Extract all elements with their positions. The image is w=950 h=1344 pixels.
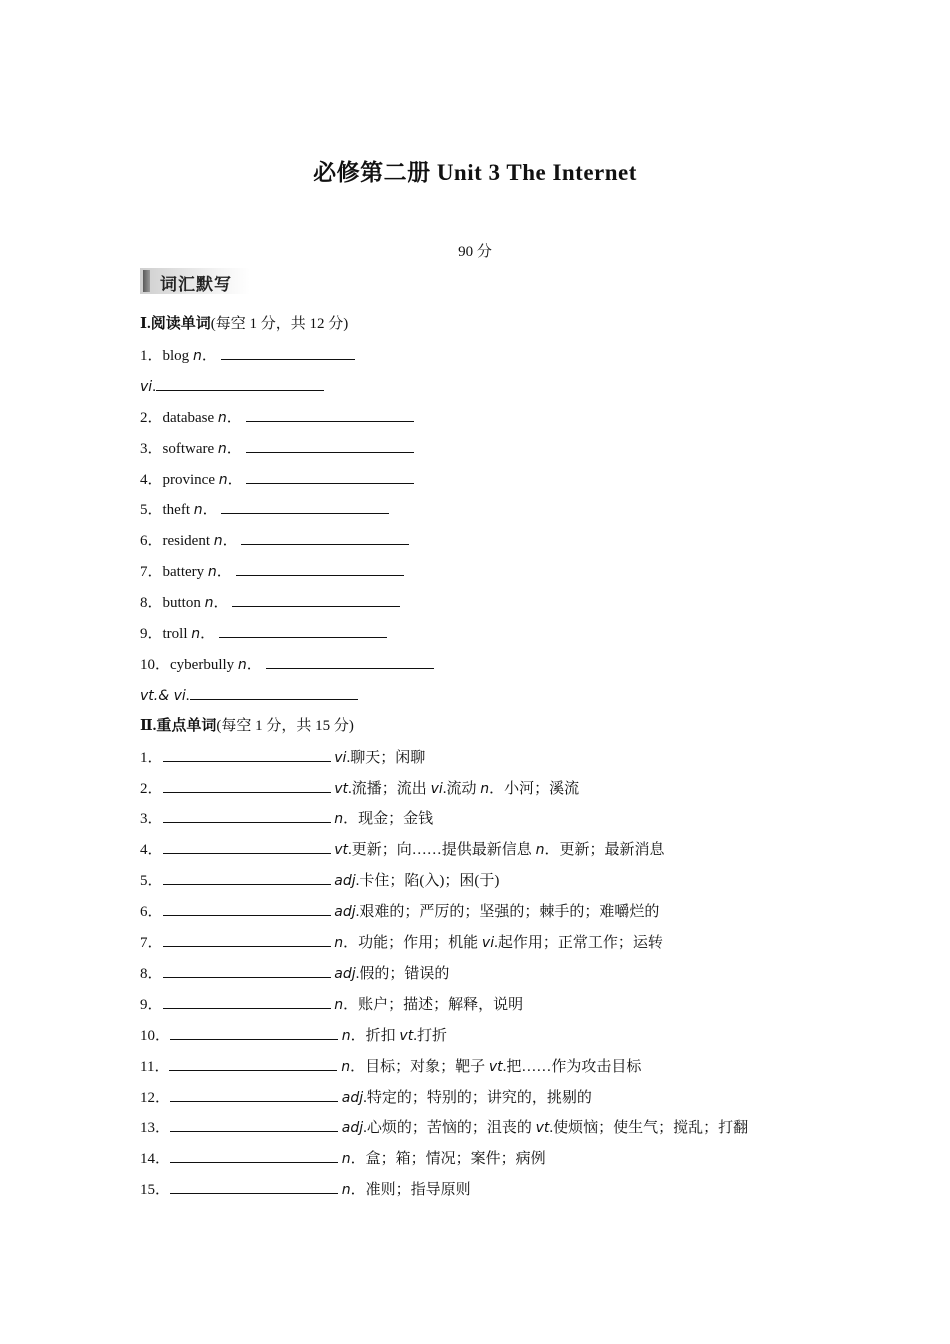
meaning-text: .艰难的；严厉的；坚强的；棘手的；难嚼烂的 [355, 904, 660, 921]
part2-heading [140, 716, 354, 736]
item-word: database [162, 409, 218, 426]
answer-blank[interactable] [170, 1117, 338, 1132]
answer-blank[interactable] [246, 407, 414, 422]
meaning-text: .心烦的；苦恼的；沮丧的 [363, 1120, 536, 1137]
item-number: 5． [140, 873, 163, 890]
pos-separator: ． [226, 440, 246, 457]
key-word-row [140, 778, 579, 799]
part-of-speech: n [334, 811, 344, 828]
answer-blank[interactable] [163, 932, 331, 947]
part-of-speech: vt [334, 842, 349, 859]
pos-separator: ． [213, 595, 233, 612]
pos-separator: ． [216, 564, 236, 581]
part-of-speech: n [334, 996, 344, 1013]
answer-blank[interactable] [163, 901, 331, 916]
item-number: 6． [140, 904, 163, 921]
answer-blank[interactable] [232, 592, 400, 607]
pos-separator: ． [200, 626, 219, 642]
key-word-row [140, 808, 433, 829]
answer-blank[interactable] [170, 1087, 338, 1102]
item-number: 8． [140, 965, 163, 982]
part-of-speech: vi [140, 378, 153, 395]
meaning-text: ．现金；金钱 [343, 811, 434, 828]
part-of-speech: vt [399, 1027, 414, 1044]
section-tag [140, 268, 250, 294]
part-of-speech: vt [535, 1120, 550, 1137]
item-number: 11． [140, 1058, 170, 1075]
key-word-row [140, 1117, 748, 1138]
part-of-speech: n [341, 1058, 351, 1075]
answer-blank[interactable] [241, 530, 409, 545]
reading-word-row [140, 561, 404, 582]
reading-word-row [140, 499, 389, 520]
total-score: 90 分 [458, 244, 492, 260]
part1-score-note: (每空 1 分，共 12 分) [210, 316, 349, 332]
page-title: 必修第二册 Unit 3 The Internet [313, 160, 637, 185]
meaning-text: .流动 [442, 780, 481, 797]
item-number: 3． [140, 440, 163, 457]
item-number: 13． [140, 1120, 171, 1137]
key-word-row [140, 1087, 592, 1108]
meaning-text: ．更新；最新消息 [544, 842, 665, 859]
part-of-speech: n [213, 533, 223, 550]
part-of-speech: vt [488, 1058, 503, 1075]
key-word-row [140, 932, 663, 953]
item-word: theft [162, 502, 194, 519]
meaning-text: .打折 [413, 1027, 447, 1044]
meaning-text: .特定的；特别的；讲究的，挑剔的 [363, 1089, 592, 1106]
key-word-row [140, 839, 664, 860]
part2-title: Ⅱ.重点单词 [140, 717, 217, 734]
meaning-text: .起作用；正常工作；运转 [494, 935, 663, 951]
pos-separator: . [152, 378, 156, 395]
part-of-speech: n [218, 471, 228, 488]
meaning-text: ．折扣 [350, 1027, 400, 1044]
key-word-row [140, 1148, 546, 1169]
pos-separator: ． [226, 409, 246, 426]
answer-blank[interactable] [221, 345, 355, 360]
part-of-speech: n [217, 440, 227, 457]
reading-word-row [140, 345, 355, 366]
answer-blank[interactable] [163, 839, 331, 854]
key-word-row [140, 963, 449, 984]
item-number: 6． [140, 533, 163, 550]
key-word-row [140, 1025, 447, 1046]
part-of-speech: n [204, 595, 214, 612]
reading-word-row [140, 438, 414, 459]
item-word: cyberbully [170, 656, 238, 673]
part-of-speech: adj [341, 1120, 364, 1137]
meaning-text: ．盒；箱；情况；案件；病例 [350, 1151, 546, 1168]
part-of-speech: n [193, 502, 203, 519]
part-of-speech: n [217, 409, 227, 426]
answer-blank[interactable] [246, 469, 414, 484]
answer-blank[interactable] [219, 623, 387, 638]
pos-separator: ． [246, 656, 266, 673]
pos-separator: ． [222, 533, 242, 550]
answer-blank[interactable] [170, 1179, 338, 1194]
part-of-speech: n [334, 935, 344, 951]
meaning-text: .使烦恼；使生气；搅乱；打翻 [549, 1120, 749, 1137]
item-number: 3． [140, 811, 163, 828]
item-number: 7． [140, 935, 163, 951]
item-number: 9． [140, 626, 163, 642]
part-of-speech: n [341, 1027, 351, 1044]
part-of-speech: vt [334, 780, 349, 797]
key-word-row [140, 1179, 471, 1200]
meaning-text: .假的；错误的 [355, 965, 450, 982]
item-number: 4． [140, 842, 163, 859]
reading-word-row [140, 592, 400, 613]
item-number: 10． [140, 656, 171, 673]
item-number: 14． [140, 1151, 171, 1168]
tag-bar-icon [143, 270, 150, 292]
meaning-text: ．准则；指导原则 [350, 1182, 471, 1199]
answer-blank[interactable] [170, 1148, 338, 1163]
pos-separator: ． [227, 471, 247, 488]
part-of-speech: vi [430, 780, 443, 797]
part-of-speech: n [341, 1182, 351, 1199]
answer-blank[interactable] [163, 963, 331, 978]
answer-blank[interactable] [246, 438, 414, 453]
key-word-row [140, 870, 499, 891]
part-of-speech: adj [334, 904, 356, 921]
answer-blank[interactable] [221, 499, 389, 514]
meaning-text: ．账户；描述；解释，说明 [343, 996, 524, 1013]
answer-blank[interactable] [163, 747, 331, 762]
item-number: 1． [140, 749, 163, 766]
item-number: 4． [140, 471, 163, 488]
part-of-speech: vt.& vi [140, 687, 186, 704]
part-of-speech: adj [341, 1089, 364, 1106]
reading-word-row [140, 654, 434, 675]
item-word: blog [162, 347, 193, 364]
answer-blank[interactable] [163, 778, 331, 793]
reading-word-row [140, 685, 358, 706]
part-of-speech: n [192, 347, 202, 364]
part-of-speech: vi [481, 935, 495, 951]
key-word-row [140, 901, 659, 922]
reading-word-row [140, 623, 387, 644]
answer-blank[interactable] [266, 654, 434, 669]
pos-separator: ． [201, 347, 221, 364]
answer-blank[interactable] [163, 994, 331, 1009]
answer-blank[interactable] [156, 376, 324, 391]
answer-blank[interactable] [190, 685, 358, 700]
reading-word-row [140, 469, 414, 490]
meaning-text: .聊天；闲聊 [346, 749, 426, 766]
meaning-text: .更新；向……提供最新信息 [348, 842, 536, 859]
item-number: 2． [140, 409, 163, 426]
part-of-speech: vi [334, 749, 347, 766]
part-of-speech: n [191, 626, 201, 642]
section-tag-label: 词汇默写 [160, 275, 232, 295]
meaning-text: .把……作为攻击目标 [502, 1058, 642, 1075]
answer-blank[interactable] [236, 561, 404, 576]
item-number: 12． [140, 1089, 171, 1106]
item-number: 9． [140, 996, 163, 1013]
part2-score-note: (每空 1 分，共 15 分) [216, 717, 354, 734]
part-of-speech: n [207, 564, 217, 581]
item-word: province [162, 471, 219, 488]
meaning-text: .流播；流出 [348, 780, 431, 797]
part1-heading [140, 314, 348, 334]
item-number: 8． [140, 595, 163, 612]
meaning-text: ．小河；溪流 [489, 780, 580, 797]
pos-separator: ． [202, 502, 222, 519]
pos-separator: . [185, 687, 190, 704]
meaning-text: ．功能；作用；机能 [343, 935, 482, 951]
item-number: 1． [140, 347, 163, 364]
meaning-text: ．目标；对象；靶子 [350, 1058, 489, 1075]
item-number: 10． [140, 1027, 171, 1044]
item-word: battery [162, 564, 208, 581]
part-of-speech: n [341, 1151, 351, 1168]
item-word: troll [162, 626, 192, 642]
reading-word-row [140, 530, 409, 551]
answer-blank[interactable] [163, 808, 331, 823]
item-number: 7． [140, 564, 163, 581]
part1-title: Ⅰ.阅读单词 [140, 316, 211, 332]
part-of-speech: adj [334, 873, 356, 890]
key-word-row [140, 994, 523, 1015]
answer-blank[interactable] [169, 1056, 337, 1071]
part-of-speech: n [480, 780, 490, 797]
item-word: software [162, 440, 218, 457]
part-of-speech: adj [334, 965, 356, 982]
answer-blank[interactable] [170, 1025, 338, 1040]
item-number: 2． [140, 780, 163, 797]
item-word: button [162, 595, 205, 612]
part-of-speech: n [237, 656, 247, 673]
answer-blank[interactable] [163, 870, 331, 885]
reading-word-row [140, 407, 414, 428]
reading-word-row [140, 376, 324, 397]
meaning-text: .卡住；陷(入)；困(于) [355, 873, 500, 890]
key-word-row [140, 1056, 641, 1077]
part-of-speech: n [535, 842, 545, 859]
item-word: resident [162, 533, 214, 550]
key-word-row [140, 747, 425, 768]
item-number: 15． [140, 1182, 171, 1199]
item-number: 5． [140, 502, 163, 519]
